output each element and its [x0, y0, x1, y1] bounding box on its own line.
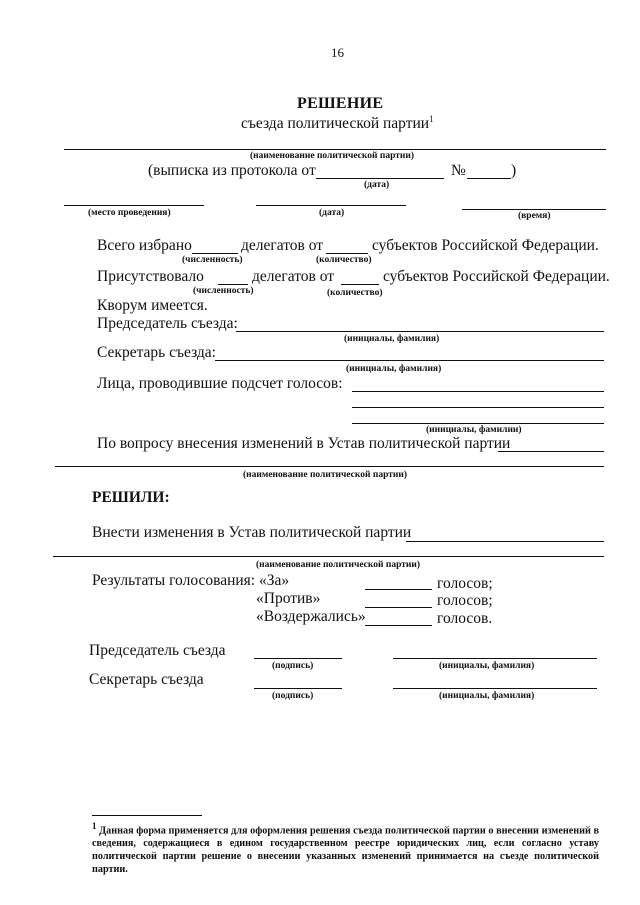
votes-abstain-line — [365, 625, 432, 626]
caption-time: (время) — [518, 211, 551, 221]
caption-decision-party-name: (наименование политической партии) — [256, 560, 421, 570]
present-prefix: Присутствовало — [97, 268, 204, 285]
caption-signature-secretary: (подпись) — [272, 691, 314, 701]
decision-heading: РЕШИЛИ: — [92, 489, 170, 506]
caption-place: (место проведения) — [88, 208, 171, 218]
elected-suffix: субъектов Российской Федерации. — [372, 237, 599, 254]
caption-elected-quantity: (количество) — [316, 255, 372, 265]
subtitle-text: съезда политической партии — [241, 115, 430, 133]
secretary-label: Секретарь съезда: — [97, 344, 216, 361]
protocol-number-label: № — [451, 162, 466, 179]
caption-present-quantity: (количество) — [327, 288, 383, 298]
signature-secretary-line — [254, 688, 342, 689]
footnote-separator — [92, 815, 202, 816]
elected-count-line — [192, 253, 238, 254]
caption-signature-chair-initials: (инициалы, фамилия) — [439, 661, 535, 671]
caption-date: (дата) — [319, 208, 345, 218]
counters-line-3 — [352, 423, 604, 424]
party-name-line — [64, 149, 606, 150]
caption-signature-secretary-initials: (инициалы, фамилия) — [439, 691, 535, 701]
protocol-close-paren: ) — [511, 162, 517, 179]
counters-line-1 — [352, 391, 604, 392]
protocol-number-line — [467, 178, 511, 179]
votes-results-label: Результаты голосования: — [92, 572, 256, 589]
caption-counters-initials: (инициалы, фамилии) — [426, 425, 522, 435]
time-line — [462, 209, 606, 210]
votes-label — [92, 572, 289, 590]
counters-label: Лица, проводившие подсчет голосов: — [97, 375, 343, 392]
date-line — [256, 205, 406, 206]
decision-party-line — [406, 541, 604, 542]
votes-for-label: «За» — [258, 572, 290, 589]
signature-secretary-label: Секретарь съезда — [89, 671, 204, 688]
chair-label: Председатель съезда: — [97, 315, 238, 332]
votes-abstain-suffix: голосов. — [437, 610, 493, 627]
chair-line — [236, 331, 604, 332]
present-quantity-line — [341, 284, 379, 285]
caption-elected-count: (численность) — [182, 255, 243, 265]
signature-secretary-initials-line — [393, 688, 597, 689]
caption-present-count: (численность) — [193, 286, 254, 296]
present-count-line — [218, 284, 248, 285]
present-middle: делегатов от — [252, 268, 335, 285]
caption-chair-initials: (инициалы, фамилия) — [344, 334, 440, 344]
place-line — [64, 205, 204, 206]
votes-for-suffix: голосов; — [437, 575, 493, 592]
footnote — [92, 820, 599, 876]
protocol-extract-label: (выписка из протокола от — [148, 162, 316, 179]
caption-secretary-initials: (инициалы, фамилия) — [346, 364, 442, 374]
caption-signature-chair: (подпись) — [272, 661, 314, 671]
votes-against-suffix: голосов; — [437, 592, 493, 609]
counters-line-2 — [352, 407, 604, 408]
footnote-text: Данная форма применяется для оформления решения съезда политической партии о внесении изменений в сведения, содержащиеся в едином государственном реестре юридических лиц, если согласно уставу политической партии решение о внесении указанных изменений принимается на съезде политической партии. — [92, 825, 600, 876]
footnote-marker: 1 — [92, 821, 97, 831]
footnote-ref: 1 — [429, 114, 434, 124]
quorum-text: Кворум имеется. — [97, 297, 208, 314]
votes-for-line — [365, 589, 432, 590]
document-subtitle — [241, 114, 434, 133]
caption-agenda-party-name: (наименование политической партии) — [243, 470, 408, 480]
signature-chair-line — [254, 658, 342, 659]
protocol-date-line — [316, 178, 444, 179]
decision-text: Внести изменения в Устав политической партии — [92, 524, 412, 541]
agenda-party-line — [498, 451, 604, 452]
secretary-line — [215, 360, 604, 361]
elected-prefix: Всего избрано — [97, 237, 192, 254]
caption-party-name: (наименование политической партии) — [250, 151, 415, 161]
elected-quantity-line — [326, 253, 368, 254]
elected-middle: делегатов от — [241, 237, 324, 254]
decision-party-line-full — [53, 556, 604, 557]
signature-chair-initials-line — [393, 658, 597, 659]
votes-against-label: «Против» — [256, 590, 321, 607]
agenda-party-line-full — [55, 466, 604, 467]
caption-protocol-date: (дата) — [364, 180, 390, 190]
signature-chair-label: Председатель съезда — [89, 642, 226, 659]
votes-abstain-label: «Воздержались» — [256, 608, 366, 625]
page-number: 16 — [331, 45, 344, 60]
document-title: РЕШЕНИЕ — [297, 95, 384, 112]
votes-against-line — [365, 607, 432, 608]
agenda-question: По вопросу внесения изменений в Устав политической партии — [97, 435, 511, 452]
present-suffix: субъектов Российской Федерации. — [383, 268, 610, 285]
